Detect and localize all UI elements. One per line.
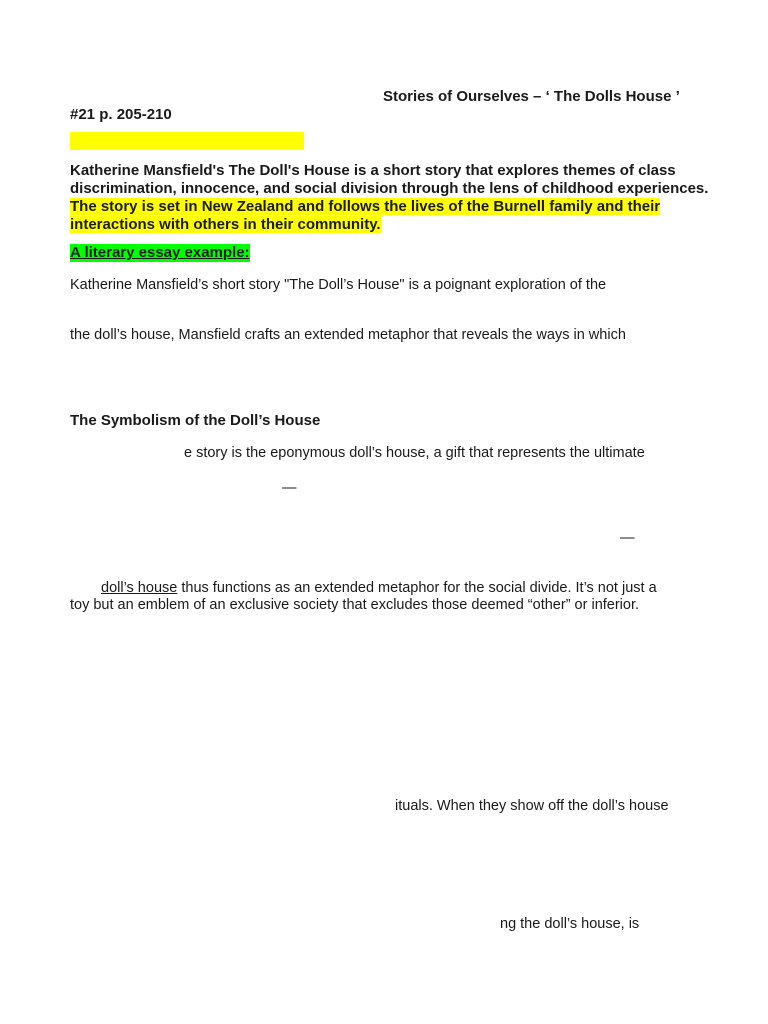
essay-paragraph-line-1 [101,580,657,597]
section-heading: The Symbolism of the Doll’s House [70,412,321,429]
em-dash-2: — [620,530,635,546]
dolls-house-link[interactable]: doll’s house [101,580,178,596]
essay-paragraph-line-2: toy but an emblem of an exclusive society that excludes those deemed “other” or inferior. [70,597,640,613]
essay-fragment-3: ng the doll’s house, is [500,916,640,932]
essay-paragraph-rest: thus functions as an extended metaphor for the social divide. It’s not just a [177,580,657,596]
essay-line-1: Katherine Mansfield’s short story "The Doll’s House" is a poignant exploration of the [70,277,607,293]
essay-fragment-1: e story is the eponymous doll’s house, a gift that represents the ultimate [184,445,645,461]
essay-example-label: A literary essay example: [70,244,250,261]
empty-highlight-bar [70,132,304,150]
intro-paragraph [70,162,710,234]
intro-highlighted-text: The story is set in New Zealand and follows the lives of the Burnell family and their interactions with others in their community. [70,198,661,233]
essay-line-2: the doll’s house, Mansfield crafts an extended metaphor that reveals the ways in which [70,327,626,343]
page-reference: #21 p. 205-210 [70,106,172,123]
document-title: Stories of Ourselves – ‘ The Dolls House ’ [383,88,680,105]
essay-fragment-2: ituals. When they show off the doll’s house [395,798,669,814]
intro-bold-text: Katherine Mansfield's The Doll's House is a short story that explores themes of class discrimination, innocence, and social division through the lens of childhood experiences. [70,162,709,197]
em-dash-1: — [282,480,297,496]
